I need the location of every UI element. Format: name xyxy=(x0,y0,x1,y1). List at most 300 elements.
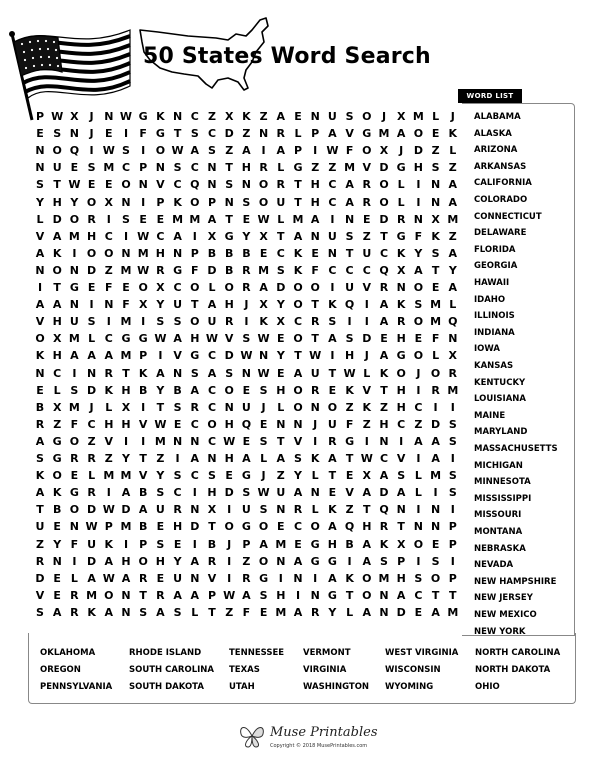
grid-letter: R xyxy=(362,178,372,192)
grid-letter: C xyxy=(207,349,217,363)
grid-letter: H xyxy=(396,571,406,585)
grid-letter: S xyxy=(259,383,268,397)
word-list-item: OHIO xyxy=(475,682,500,692)
grid-letter: A xyxy=(379,298,389,312)
word-list-item: ALABAMA xyxy=(474,112,521,122)
grid-letter: D xyxy=(224,127,234,141)
grid-letter: A xyxy=(190,144,200,158)
grid-letter: N xyxy=(310,229,320,243)
grid-letter: E xyxy=(294,110,302,123)
word-list-item: NEW MEXICO xyxy=(474,610,537,620)
grid-letter: O xyxy=(362,144,372,158)
grid-letter: S xyxy=(190,127,199,141)
grid-row xyxy=(30,605,460,621)
grid-letter: K xyxy=(259,315,268,329)
grid-letter: P xyxy=(139,537,148,551)
grid-letter: A xyxy=(362,537,372,551)
grid-letter: Z xyxy=(448,229,457,243)
grid-letter: A xyxy=(207,212,217,226)
grid-letter: M xyxy=(430,469,442,483)
grid-letter: H xyxy=(310,178,320,192)
grid-letter: C xyxy=(190,469,199,483)
grid-letter: L xyxy=(36,212,44,226)
grid-letter: A xyxy=(87,349,96,363)
grid-letter: X xyxy=(70,110,79,123)
grid-letter: Y xyxy=(294,469,302,483)
grid-letter: M xyxy=(447,605,459,619)
grid-letter: B xyxy=(138,486,148,500)
grid-letter: C xyxy=(190,110,199,123)
grid-letter: T xyxy=(345,246,354,260)
grid-letter: T xyxy=(294,349,302,363)
grid-letter: O xyxy=(379,178,389,192)
grid-letter: U xyxy=(207,315,217,329)
word-list-item: CALIFORNIA xyxy=(474,178,532,189)
grid-letter: N xyxy=(190,434,200,448)
grid-letter: S xyxy=(173,469,182,483)
grid-letter: G xyxy=(327,588,337,602)
grid-letter: N xyxy=(293,417,303,431)
grid-letter: M xyxy=(120,469,132,483)
grid-letter: A xyxy=(379,315,389,329)
grid-letter: N xyxy=(310,588,320,602)
grid-letter: O xyxy=(190,315,200,329)
grid-letter: D xyxy=(396,605,406,619)
grid-letter: O xyxy=(430,366,441,380)
grid-row xyxy=(30,400,460,416)
word-list-item: INDIANA xyxy=(474,327,515,338)
grid-letter: X xyxy=(276,315,286,329)
grid-letter: I xyxy=(347,554,352,568)
grid-letter: D xyxy=(413,144,423,158)
grid-letter: K xyxy=(379,537,389,551)
grid-letter: X xyxy=(224,110,234,123)
grid-letter: M xyxy=(447,383,459,397)
grid-letter: N xyxy=(241,366,251,380)
grid-letter: H xyxy=(121,383,131,397)
grid-letter: C xyxy=(328,178,337,192)
grid-letter: N xyxy=(172,434,183,448)
grid-letter: B xyxy=(242,246,251,260)
grid-letter: A xyxy=(310,212,320,226)
word-list-item: NEW JERSEY xyxy=(474,593,533,604)
grid-letter: W xyxy=(257,486,270,500)
grid-letter: K xyxy=(396,246,406,260)
grid-letter: N xyxy=(172,366,183,380)
grid-letter: L xyxy=(414,469,422,483)
grid-letter: C xyxy=(397,417,406,431)
grid-letter: C xyxy=(53,366,62,380)
grid-letter: O xyxy=(52,144,62,158)
grid-letter: V xyxy=(362,281,372,294)
grid-letter: M xyxy=(378,127,390,141)
grid-letter: U xyxy=(173,298,183,312)
grid-letter: N xyxy=(35,366,45,380)
grid-letter: O xyxy=(293,298,303,312)
grid-letter: A xyxy=(345,178,354,192)
grid-letter: X xyxy=(396,110,406,123)
grid-letter: F xyxy=(105,281,113,294)
grid-letter: G xyxy=(293,161,303,175)
grid-letter: I xyxy=(330,281,335,294)
grid-letter: S xyxy=(87,315,96,329)
word-list-item: VIRGINIA xyxy=(303,665,347,675)
grid-letter: Z xyxy=(362,229,371,243)
grid-letter: M xyxy=(68,332,80,346)
grid-letter: A xyxy=(35,486,45,500)
grid-letter: A xyxy=(328,332,337,346)
grid-letter: Z xyxy=(276,469,285,483)
grid-letter: F xyxy=(70,417,79,431)
grid-letter: E xyxy=(70,161,79,175)
grid-letter: D xyxy=(224,486,234,500)
grid-letter: X xyxy=(259,298,268,312)
grid-letter: V xyxy=(224,332,234,346)
grid-letter: N xyxy=(310,110,320,123)
grid-letter: O xyxy=(362,588,372,602)
grid-letter: S xyxy=(294,452,302,465)
grid-letter: L xyxy=(363,366,371,380)
grid-letter: Y xyxy=(414,246,423,260)
grid-letter: R xyxy=(328,434,337,448)
grid-letter: E xyxy=(156,571,165,585)
grid-letter: N xyxy=(104,298,114,312)
grid-letter: S xyxy=(208,144,216,158)
grid-letter: H xyxy=(121,417,131,431)
grid-letter: O xyxy=(104,246,114,260)
grid-letter: S xyxy=(259,588,268,602)
grid-letter: I xyxy=(313,571,318,585)
grid-letter: T xyxy=(191,298,199,312)
grid-letter: E xyxy=(156,212,165,226)
grid-letter: J xyxy=(450,110,455,123)
grid-letter: C xyxy=(207,434,217,448)
grid-letter: I xyxy=(141,195,146,209)
grid-letter: S xyxy=(87,161,96,175)
grid-letter: A xyxy=(104,554,114,568)
grid-letter: W xyxy=(205,332,219,346)
grid-letter: I xyxy=(295,588,301,602)
word-list-item: IDAHO xyxy=(474,294,506,305)
grid-letter: Z xyxy=(104,263,113,277)
grid-letter: O xyxy=(52,469,62,483)
grid-letter: I xyxy=(450,554,455,568)
grid-letter: A xyxy=(52,298,62,312)
word-list-item: ARKANSAS xyxy=(474,161,527,172)
grid-letter: S xyxy=(173,605,182,619)
grid-row xyxy=(30,263,460,279)
grid-letter: I xyxy=(175,452,180,465)
grid-letter: J xyxy=(261,400,266,414)
grid-letter: I xyxy=(364,298,369,312)
grid-letter: C xyxy=(414,588,423,602)
grid-letter: A xyxy=(190,383,200,397)
grid-letter: M xyxy=(103,161,115,175)
grid-letter: K xyxy=(87,605,96,619)
grid-letter: C xyxy=(190,161,199,175)
grid-letter: S xyxy=(173,315,182,329)
grid-letter: P xyxy=(139,161,148,175)
grid-letter: C xyxy=(173,281,182,294)
grid-letter: O xyxy=(86,246,97,260)
grid-letter: W xyxy=(119,110,133,123)
grid-letter: C xyxy=(362,263,371,277)
grid-letter: G xyxy=(241,520,251,534)
grid-letter: I xyxy=(416,195,421,209)
grid-letter: A xyxy=(448,246,458,260)
grid-letter: C xyxy=(87,417,96,431)
grid-letter: U xyxy=(362,246,372,260)
grid-letter: S xyxy=(190,366,199,380)
grid-letter: I xyxy=(244,315,249,329)
grid-letter: O xyxy=(362,110,372,123)
grid-letter: N xyxy=(396,281,406,294)
grid-letter: R xyxy=(87,452,96,465)
grid-row xyxy=(30,417,460,433)
grid-letter: E xyxy=(380,332,388,346)
grid-row xyxy=(30,109,460,125)
grid-letter: R xyxy=(190,400,200,414)
grid-letter: T xyxy=(208,520,216,534)
grid-letter: B xyxy=(224,263,234,277)
grid-letter: G xyxy=(52,452,62,465)
grid-letter: O xyxy=(138,554,148,568)
word-list-item: COLORADO xyxy=(474,195,528,205)
grid-letter: N xyxy=(69,127,79,141)
grid-letter: L xyxy=(397,195,405,209)
grid-letter: L xyxy=(277,400,285,414)
grid-letter: N xyxy=(207,178,217,192)
grid-letter: N xyxy=(121,246,131,260)
grid-row xyxy=(30,126,460,142)
grid-letter: M xyxy=(172,212,184,226)
grid-letter: F xyxy=(431,332,440,346)
letter-grid xyxy=(28,103,462,634)
grid-letter: A xyxy=(35,246,45,260)
word-list-bottom xyxy=(28,633,576,704)
grid-letter: T xyxy=(36,503,44,517)
grid-letter: X xyxy=(396,263,406,277)
grid-letter: C xyxy=(207,127,217,141)
grid-letter: D xyxy=(35,571,45,585)
grid-letter: A xyxy=(276,110,286,123)
grid-letter: N xyxy=(52,554,62,568)
grid-row xyxy=(30,314,460,330)
grid-letter: N xyxy=(310,400,320,414)
grid-letter: K xyxy=(242,110,251,123)
grid-letter: R xyxy=(207,554,217,568)
grid-letter: R xyxy=(259,161,268,175)
grid-letter: T xyxy=(328,366,337,380)
grid-letter: X xyxy=(259,229,268,243)
grid-letter: L xyxy=(277,212,285,226)
grid-letter: T xyxy=(311,298,319,312)
grid-letter: L xyxy=(397,178,405,192)
word-list-item: SOUTH DAKOTA xyxy=(129,682,204,692)
grid-letter: I xyxy=(313,434,318,448)
grid-letter: D xyxy=(379,212,389,226)
grid-letter: O xyxy=(413,315,424,329)
grid-letter: R xyxy=(276,127,286,141)
grid-letter: E xyxy=(173,417,182,431)
grid-letter: A xyxy=(345,195,354,209)
grid-letter: J xyxy=(261,469,266,483)
grid-letter: H xyxy=(52,349,62,363)
grid-letter: E xyxy=(242,434,251,448)
grid-letter: A xyxy=(431,434,440,448)
grid-letter: Z xyxy=(242,554,251,568)
grid-letter: N xyxy=(35,263,45,277)
grid-letter: E xyxy=(225,469,233,483)
grid-letter: H xyxy=(379,417,389,431)
grid-letter: E xyxy=(105,178,113,192)
grid-letter: T xyxy=(53,178,61,192)
grid-letter: M xyxy=(137,246,149,260)
grid-letter: W xyxy=(223,588,236,602)
grid-letter: T xyxy=(380,383,388,397)
grid-letter: C xyxy=(379,452,389,465)
grid-letter: W xyxy=(154,417,167,431)
grid-letter: H xyxy=(413,161,423,175)
grid-letter: Z xyxy=(242,127,251,141)
grid-letter: D xyxy=(276,281,286,294)
grid-letter: K xyxy=(138,366,148,380)
grid-letter: A xyxy=(431,605,440,619)
grid-letter: N xyxy=(35,161,45,175)
grid-letter: S xyxy=(345,229,354,243)
grid-letter: Y xyxy=(70,195,79,209)
grid-letter: R xyxy=(310,605,320,619)
grid-letter: I xyxy=(37,281,43,294)
grid-letter: I xyxy=(141,434,146,448)
grid-letter: I xyxy=(72,554,77,568)
grid-letter: T xyxy=(363,503,371,517)
grid-letter: M xyxy=(430,315,442,329)
word-list-item: WYOMING xyxy=(385,682,434,692)
grid-letter: A xyxy=(156,366,165,380)
grid-letter: O xyxy=(413,281,424,294)
word-list-item: TEXAS xyxy=(229,665,260,675)
grid-letter: O xyxy=(258,554,269,568)
grid-letter: Y xyxy=(53,537,62,551)
grid-letter: A xyxy=(328,520,337,534)
grid-letter: L xyxy=(88,469,96,483)
grid-letter: G xyxy=(121,332,131,346)
grid-letter: G xyxy=(138,332,148,346)
word-list-item: IOWA xyxy=(474,344,500,355)
grid-letter: Z xyxy=(208,110,216,123)
word-list-item: ALASKA xyxy=(474,128,512,139)
grid-letter: E xyxy=(277,332,285,346)
grid-letter: P xyxy=(311,127,320,141)
grid-letter: C xyxy=(156,229,165,243)
grid-letter: N xyxy=(430,178,441,192)
grid-letter: R xyxy=(448,366,458,380)
grid-letter: H xyxy=(310,195,320,209)
grid-letter: B xyxy=(224,246,234,260)
grid-letter: I xyxy=(192,537,197,551)
grid-letter: J xyxy=(89,110,94,123)
grid-letter: L xyxy=(105,400,113,414)
grid-letter: X xyxy=(104,195,114,209)
grid-letter: S xyxy=(448,417,457,431)
grid-letter: N xyxy=(344,212,355,226)
grid-letter: I xyxy=(123,127,129,141)
word-list-item: KENTUCKY xyxy=(474,377,526,388)
grid-letter: I xyxy=(261,144,266,158)
grid-letter: W xyxy=(102,144,115,158)
word-list-item: WASHINGTON xyxy=(303,682,370,692)
grid-letter: Z xyxy=(311,161,320,175)
grid-letter: N xyxy=(276,554,286,568)
grid-letter: S xyxy=(414,571,423,585)
grid-letter: I xyxy=(450,400,455,414)
grid-letter: G xyxy=(327,554,337,568)
grid-letter: N xyxy=(121,605,131,619)
grid-letter: S xyxy=(345,332,354,346)
word-list-item: MASSACHUSETTS xyxy=(474,444,558,454)
grid-letter: U xyxy=(87,537,97,551)
grid-letter: S xyxy=(225,178,234,192)
grid-letter: F xyxy=(345,144,354,158)
grid-letter: O xyxy=(413,127,424,141)
grid-letter: K xyxy=(52,486,62,500)
grid-letter: K xyxy=(396,298,406,312)
grid-letter: K xyxy=(104,383,114,397)
grid-letter: X xyxy=(52,332,62,346)
grid-letter: A xyxy=(104,605,114,619)
grid-letter: I xyxy=(433,400,438,414)
grid-letter: O xyxy=(413,537,424,551)
grid-letter: E xyxy=(242,212,251,226)
grid-letter: F xyxy=(242,605,251,619)
grid-letter: R xyxy=(396,212,406,226)
grid-letter: G xyxy=(69,486,79,500)
grid-letter: E xyxy=(431,281,440,294)
grid-letter: H xyxy=(104,417,114,431)
grid-letter: E xyxy=(53,571,61,585)
grid-letter: G xyxy=(310,537,320,551)
grid-letter: A xyxy=(121,486,131,500)
grid-letter: I xyxy=(227,554,232,568)
grid-letter: U xyxy=(345,281,355,294)
grid-letter: W xyxy=(154,332,167,346)
grid-letter: X xyxy=(207,503,217,517)
grid-letter: S xyxy=(156,537,165,551)
grid-letter: O xyxy=(293,281,303,294)
grid-letter: R xyxy=(362,195,372,209)
grid-letter: E xyxy=(277,520,285,534)
grid-letter: D xyxy=(190,520,200,534)
grid-letter: K xyxy=(156,110,165,123)
grid-letter: S xyxy=(259,503,268,517)
word-list-item: MAINE xyxy=(474,410,506,421)
grid-letter: N xyxy=(224,400,234,414)
grid-letter: A xyxy=(379,469,389,483)
grid-letter: E xyxy=(70,469,79,483)
grid-letter: N xyxy=(430,520,441,534)
grid-letter: N xyxy=(379,605,389,619)
grid-letter: I xyxy=(123,434,129,448)
grid-letter: L xyxy=(53,383,61,397)
grid-letter: M xyxy=(86,588,98,602)
word-list-item: MARYLAND xyxy=(474,427,528,438)
grid-letter: H xyxy=(86,229,97,243)
grid-letter: A xyxy=(328,127,337,141)
grid-letter: I xyxy=(227,503,232,517)
grid-letter: B xyxy=(138,520,148,534)
grid-letter: J xyxy=(364,349,369,363)
